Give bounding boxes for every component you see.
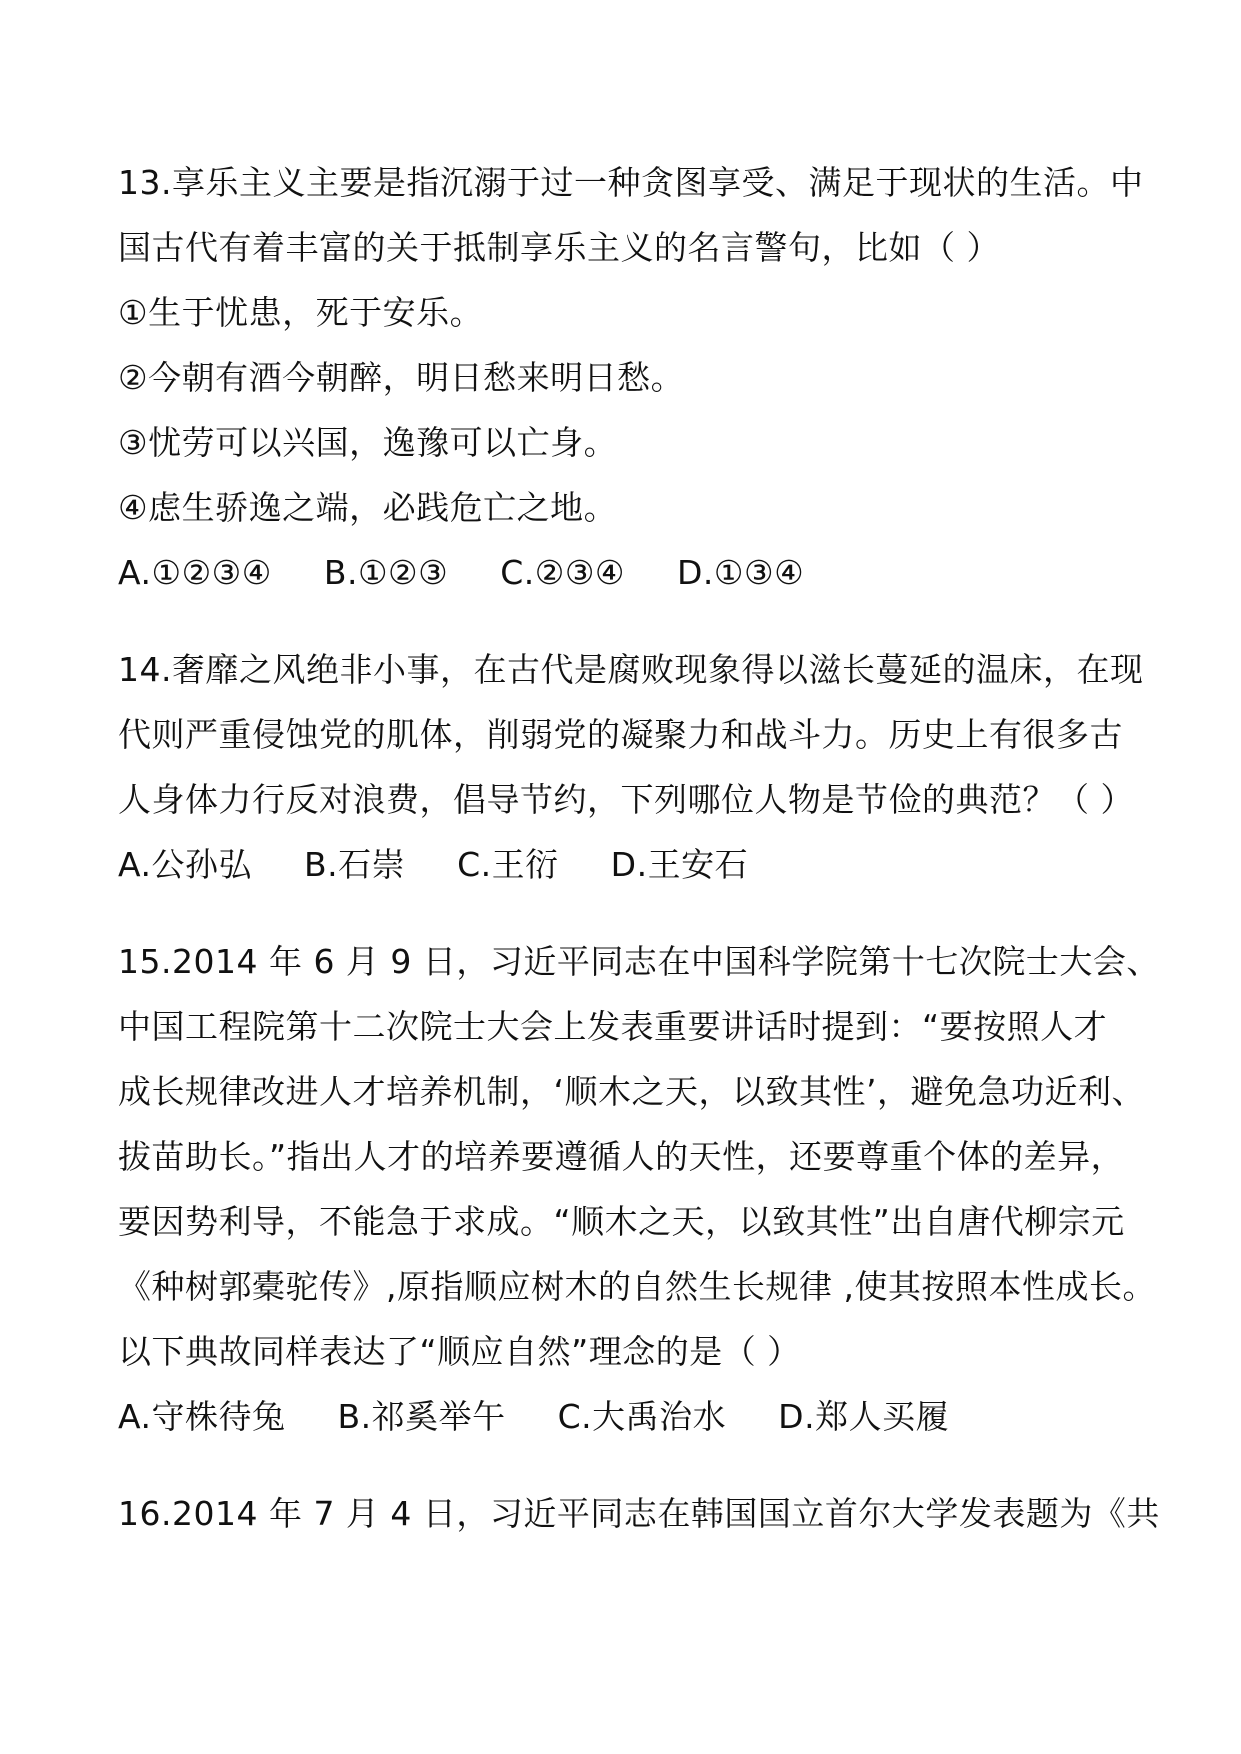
question-15 — [118, 929, 1160, 1449]
question-13 — [118, 150, 1144, 605]
question-spacer — [118, 605, 1138, 637]
question-14 — [118, 637, 1144, 897]
statement-item: ②今朝有酒今朝醉，明日愁来明日愁。 — [118, 358, 685, 397]
exam-page — [118, 150, 1160, 1546]
option-d: D.郑人买履 — [778, 1397, 950, 1436]
option-a: A.公孙弘 — [118, 845, 252, 884]
question-text-line: 拔苗助长。”指出人才的培养要遵循人的天性，还要尊重个体的差异， — [118, 1137, 1125, 1176]
option-d: D.①③④ — [677, 553, 805, 592]
option-c: C.②③④ — [500, 553, 626, 592]
question-spacer — [118, 897, 1138, 929]
statement-item: ③忧劳可以兴国，逸豫可以亡身。 — [118, 423, 618, 462]
answer-options — [118, 832, 1138, 897]
option-d: D.王安石 — [610, 845, 749, 884]
statement-item: ①生于忧患，死于安乐。 — [118, 293, 484, 332]
question-text-line: 16.2014 年 7 月 4 日，习近平同志在韩国国立首尔大学发表题为《共 — [118, 1494, 1160, 1533]
question-text-line: 代则严重侵蚀党的肌体，削弱党的凝聚力和战斗力。历史上有很多古 — [118, 715, 1123, 754]
option-c: C.大禹治水 — [557, 1397, 727, 1436]
option-b: B.祁奚举午 — [337, 1397, 506, 1436]
question-text-line: 要因势利导，不能急于求成。“顺木之天，以致其性”出自唐代柳宗元 — [118, 1202, 1125, 1241]
option-b: B.石崇 — [303, 845, 406, 884]
question-text-line: 14.奢靡之风绝非小事，在古代是腐败现象得以滋长蔓延的温床，在现 — [118, 650, 1144, 689]
answer-options — [118, 540, 1138, 605]
statement-item: ④虑生骄逸之端，必践危亡之地。 — [118, 488, 618, 527]
option-a: A.①②③④ — [118, 553, 272, 592]
question-16 — [118, 1481, 1160, 1546]
question-spacer — [118, 1449, 1138, 1481]
question-text-line: 13.享乐主义主要是指沉溺于过一种贪图享受、满足于现状的生活。中 — [118, 163, 1144, 202]
question-text-line: 国古代有着丰富的关于抵制享乐主义的名言警句，比如（ ） — [118, 228, 1000, 267]
option-b: B.①②③ — [323, 553, 449, 592]
question-text-line: 成长规律改进人才培养机制，‘顺木之天，以致其性’，避免急功近利、 — [118, 1072, 1145, 1111]
question-text-line: 以下典故同样表达了“顺应自然”理念的是（ ） — [118, 1332, 801, 1371]
answer-options — [118, 1384, 1138, 1449]
question-text-line: 15.2014 年 6 月 9 日，习近平同志在中国科学院第十七次院士大会、 — [118, 942, 1160, 981]
option-c: C.王衍 — [457, 845, 559, 884]
question-text-line: 中国工程院第十二次院士大会上发表重要讲话时提到：“要按照人才 — [118, 1007, 1108, 1046]
question-text-line: 《种树郭橐驼传》,原指顺应树木的自然生长规律 ,使其按照本性成长。 — [118, 1267, 1156, 1306]
question-text-line: 人身体力行反对浪费，倡导节约，下列哪位人物是节俭的典范？（ ） — [118, 780, 1134, 819]
option-a: A.守株待兔 — [118, 1397, 286, 1436]
